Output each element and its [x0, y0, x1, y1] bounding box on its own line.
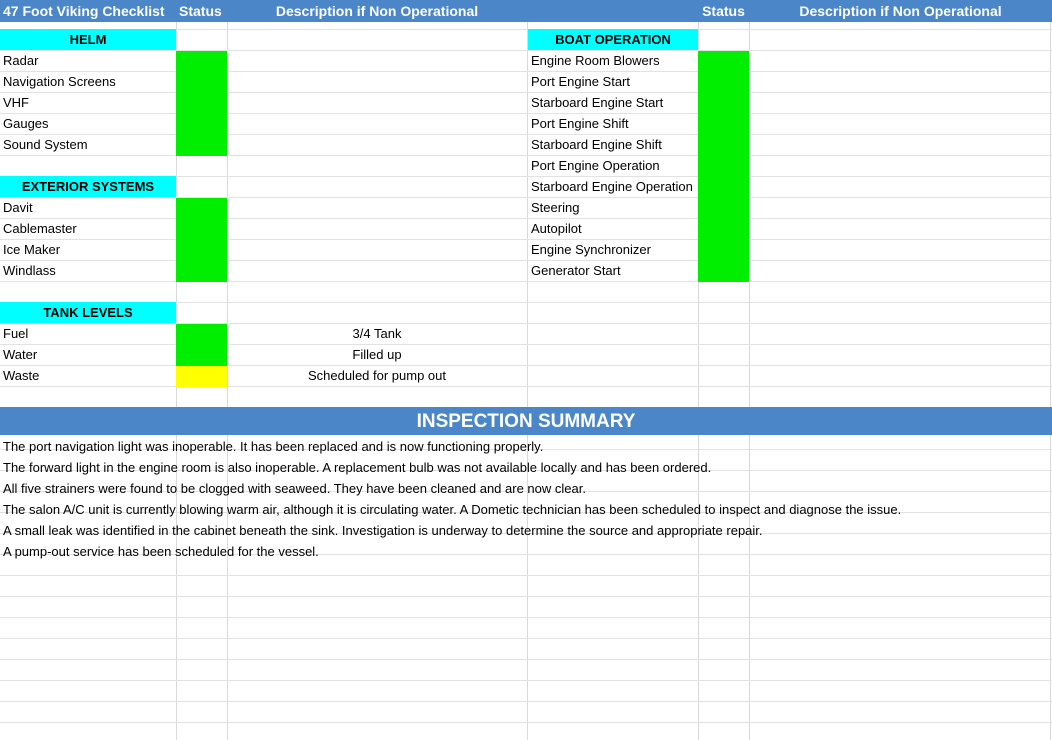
boat_operation-item-label[interactable]: Engine Room Blowers — [531, 53, 660, 68]
status-cell-green[interactable] — [176, 135, 227, 156]
exterior-item-label[interactable]: Cablemaster — [3, 221, 77, 236]
status-cell-green[interactable] — [176, 240, 227, 261]
exterior-item-label[interactable]: Davit — [3, 200, 33, 215]
exterior-item-label[interactable]: Windlass — [3, 263, 56, 278]
boat_operation-item-label[interactable]: Starboard Engine Start — [531, 95, 664, 110]
status-cell-green[interactable] — [176, 219, 227, 240]
tanks-item-label[interactable]: Fuel — [3, 326, 29, 341]
summary-line[interactable]: A pump-out service has been scheduled for the vessel. — [3, 544, 319, 559]
status-cell-green[interactable] — [176, 72, 227, 93]
grid-column-line — [1050, 0, 1051, 740]
boat_operation-item-label[interactable]: Generator Start — [531, 263, 621, 278]
helm-item-label[interactable]: VHF — [3, 95, 29, 110]
status-cell-green[interactable] — [698, 156, 749, 177]
status-cell-yellow[interactable] — [176, 366, 227, 387]
boat_operation-item-label[interactable]: Steering — [531, 200, 580, 215]
helm-item-label[interactable]: Navigation Screens — [3, 74, 116, 89]
status-header-left[interactable]: Status — [179, 3, 222, 19]
section-helm[interactable]: HELM — [0, 29, 176, 50]
grid-row-line — [0, 575, 1052, 576]
status-cell-green[interactable] — [698, 114, 749, 135]
status-cell-green[interactable] — [176, 345, 227, 366]
grid-row-line — [0, 596, 1052, 597]
summary-line[interactable]: All five strainers were found to be clogged with seaweed. They have been cleaned and are now clear. — [3, 481, 586, 496]
status-cell-green[interactable] — [698, 72, 749, 93]
tanks-item-label[interactable]: Waste — [3, 368, 40, 383]
description-header-left[interactable]: Description if Non Operational — [275, 3, 479, 19]
grid-row-line — [0, 680, 1052, 681]
tank-description[interactable]: 3/4 Tank — [352, 326, 402, 341]
boat_operation-item-label[interactable]: Starboard Engine Operation — [531, 179, 693, 194]
summary-line[interactable]: The salon A/C unit is currently blowing warm air, although it is circulating water. A Dometic technician has been scheduled to inspect and diagnose the issue. — [3, 502, 902, 517]
boat_operation-item-label[interactable]: Engine Synchronizer — [531, 242, 651, 257]
status-cell-green[interactable] — [698, 240, 749, 261]
description-header-right[interactable]: Description if Non Operational — [799, 3, 1002, 19]
section-tank-levels[interactable]: TANK LEVELS — [0, 302, 176, 323]
grid-row-line — [0, 155, 1052, 156]
grid-row-line — [0, 701, 1052, 702]
status-cell-green[interactable] — [176, 198, 227, 219]
status-cell-green[interactable] — [698, 198, 749, 219]
helm-item-label[interactable]: Radar — [3, 53, 39, 68]
boat_operation-item-label[interactable]: Port Engine Shift — [531, 116, 629, 131]
grid-row-line — [0, 386, 1052, 387]
status-cell-green[interactable] — [698, 261, 749, 282]
helm-item-label[interactable]: Sound System — [3, 137, 88, 152]
grid-row-line — [0, 638, 1052, 639]
grid-column-line — [749, 0, 750, 740]
status-cell-green[interactable] — [176, 261, 227, 282]
grid-row-line — [0, 617, 1052, 618]
sheet-title[interactable]: 47 Foot Viking Checklist — [3, 3, 165, 19]
section-boat-operation[interactable]: BOAT OPERATION — [528, 29, 698, 50]
status-cell-green[interactable] — [698, 93, 749, 114]
status-cell-green[interactable] — [698, 135, 749, 156]
status-cell-green[interactable] — [176, 114, 227, 135]
status-cell-green[interactable] — [176, 93, 227, 114]
helm-item-label[interactable]: Gauges — [3, 116, 49, 131]
boat_operation-item-label[interactable]: Port Engine Operation — [531, 158, 660, 173]
status-cell-green[interactable] — [698, 177, 749, 198]
boat_operation-item-label[interactable]: Starboard Engine Shift — [531, 137, 662, 152]
grid-row-line — [0, 722, 1052, 723]
status-cell-green[interactable] — [698, 51, 749, 72]
status-cell-green[interactable] — [176, 324, 227, 345]
status-header-right[interactable]: Status — [702, 3, 745, 19]
boat_operation-item-label[interactable]: Autopilot — [531, 221, 582, 236]
status-cell-green[interactable] — [176, 51, 227, 72]
tanks-item-label[interactable]: Water — [3, 347, 38, 362]
tank-description[interactable]: Scheduled for pump out — [307, 368, 447, 383]
tank-description[interactable]: Filled up — [352, 347, 402, 362]
summary-line[interactable]: The port navigation light was inoperable. It has been replaced and is now functioning properly. — [3, 439, 544, 454]
exterior-item-label[interactable]: Ice Maker — [3, 242, 61, 257]
summary-line[interactable]: A small leak was identified in the cabinet beneath the sink. Investigation is underway to determine the source and appropriate repair. — [3, 523, 763, 538]
grid-row-line — [0, 659, 1052, 660]
inspection-summary-title[interactable]: INSPECTION SUMMARY — [416, 410, 636, 432]
grid-row-line — [0, 281, 1052, 282]
boat_operation-item-label[interactable]: Port Engine Start — [531, 74, 630, 89]
section-exterior-systems[interactable]: EXTERIOR SYSTEMS — [0, 176, 176, 197]
status-cell-green[interactable] — [698, 219, 749, 240]
summary-line[interactable]: The forward light in the engine room is also inoperable. A replacement bulb was not available locally and has been ordered. — [3, 460, 712, 475]
